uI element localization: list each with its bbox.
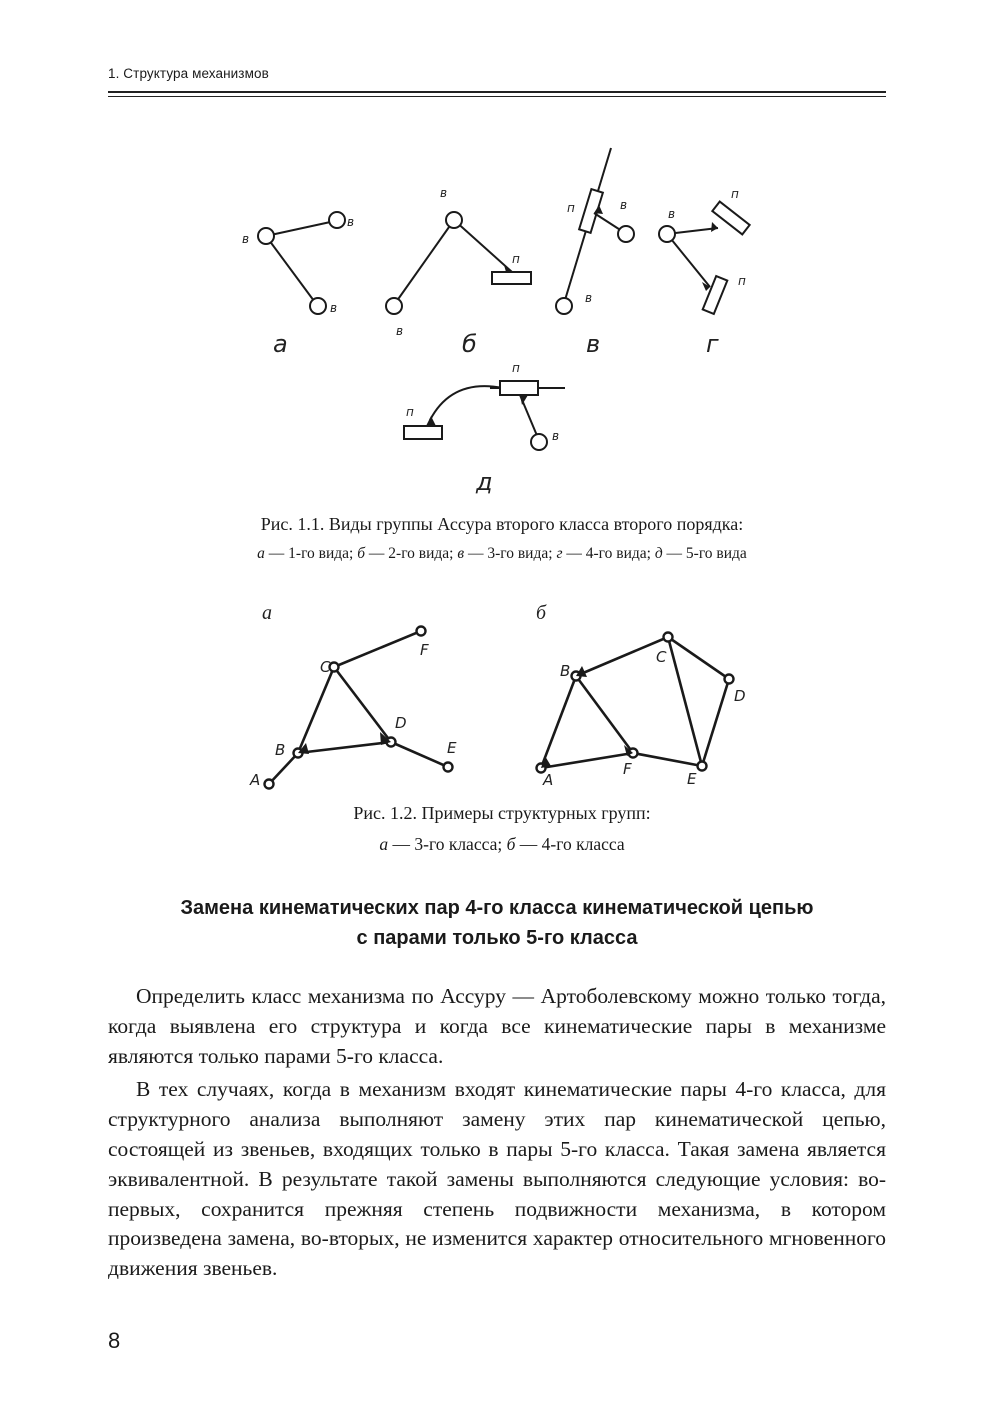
- pair-label: п: [567, 201, 575, 215]
- running-header: 1. Структура механизмов: [108, 66, 269, 81]
- pair-label: п: [738, 274, 746, 288]
- point-label-a: A: [543, 771, 554, 789]
- point-label-f: F: [623, 760, 632, 778]
- section-title-line: с парами только 5-го класса: [356, 927, 638, 949]
- figure-1-1: [0, 0, 1004, 510]
- paragraph: В тех случаях, когда в механизм входят кинематические пары 4-го класса, для структурного анализа выполняют замену этих пар кинематической цепью, состоящей из звеньев, входящих только в пары 5-го класса. Такая замена является эквивалентной. В результате такой замены выполняются следующие условия: во-первых, сохранится прежняя степень подвижности механизма, в котором произведена замена, во-вторых, не изменится характер относительного мгновенного движения звеньев.: [108, 1077, 886, 1281]
- pair-label: в: [330, 301, 338, 315]
- paragraph: Определить класс механизма по Ассуру — Артоболевскому можно только тогда, когда выявлена его структура и когда все кинематические пары в механизме являются только парами 5-го класса.: [108, 984, 886, 1068]
- legend-text: — 4-го вида;: [562, 545, 655, 562]
- pair-label: в: [552, 429, 560, 443]
- figure-1-2-legend: [0, 834, 1004, 855]
- legend-letter: г: [556, 545, 563, 562]
- figure-1-1-caption: Рис. 1.1. Виды группы Ассура второго класса второго порядка:: [260, 514, 744, 534]
- legend-text: — 1-го вида;: [264, 545, 358, 562]
- pair-label: п: [406, 405, 414, 419]
- panel-label-a: а: [273, 330, 288, 358]
- pair-label: в: [242, 232, 250, 246]
- panel-label-g: г: [706, 330, 719, 358]
- pair-label: в: [668, 207, 676, 221]
- legend-letter: д: [654, 545, 663, 562]
- pair-label: п: [512, 252, 520, 266]
- page-number: 8: [108, 1328, 121, 1353]
- pair-label: п: [731, 187, 739, 201]
- legend-letter: б: [506, 834, 516, 854]
- pair-label: п: [512, 361, 520, 375]
- panel-label-d: д: [476, 468, 493, 496]
- point-label-f: F: [420, 641, 429, 659]
- legend-text: — 4-го класса: [515, 834, 625, 854]
- legend-text: — 3-го класса;: [388, 834, 507, 854]
- pair-label: в: [347, 215, 355, 229]
- panel-label-a: а: [262, 602, 272, 624]
- legend-letter: б: [357, 545, 366, 562]
- panel-label-v: в: [586, 330, 601, 358]
- figure-1-2-caption: Рис. 1.2. Примеры структурных групп:: [353, 803, 651, 823]
- point-label-b: B: [275, 741, 286, 759]
- pair-label: в: [585, 291, 593, 305]
- figure-1-2: [0, 590, 1004, 810]
- pair-label: в: [620, 198, 628, 212]
- point-label-e: E: [447, 739, 457, 757]
- panel-label-b: б: [462, 330, 477, 358]
- point-label-d: D: [734, 687, 746, 705]
- legend-letter: а: [379, 834, 389, 854]
- point-label-c: C: [656, 648, 667, 666]
- legend-letter: а: [257, 545, 265, 562]
- panel-label-b: б: [536, 602, 547, 624]
- body-text: [108, 982, 886, 1284]
- legend-letter: в: [457, 545, 465, 562]
- section-title-line: Замена кинематических пар 4-го класса кинематической цепью: [180, 897, 814, 919]
- point-label-c: C: [320, 658, 331, 676]
- section-title: [108, 893, 886, 953]
- legend-text: — 5-го вида: [662, 545, 747, 562]
- legend-text: — 3-го вида;: [464, 545, 557, 562]
- pair-label: в: [440, 186, 448, 200]
- point-label-d: D: [395, 714, 407, 732]
- point-label-a: A: [250, 771, 261, 789]
- point-label-b: B: [560, 662, 571, 680]
- legend-text: — 2-го вида;: [365, 545, 458, 562]
- pair-label: в: [396, 324, 404, 338]
- figure-1-1-legend: [0, 545, 1004, 563]
- point-label-e: E: [687, 770, 697, 788]
